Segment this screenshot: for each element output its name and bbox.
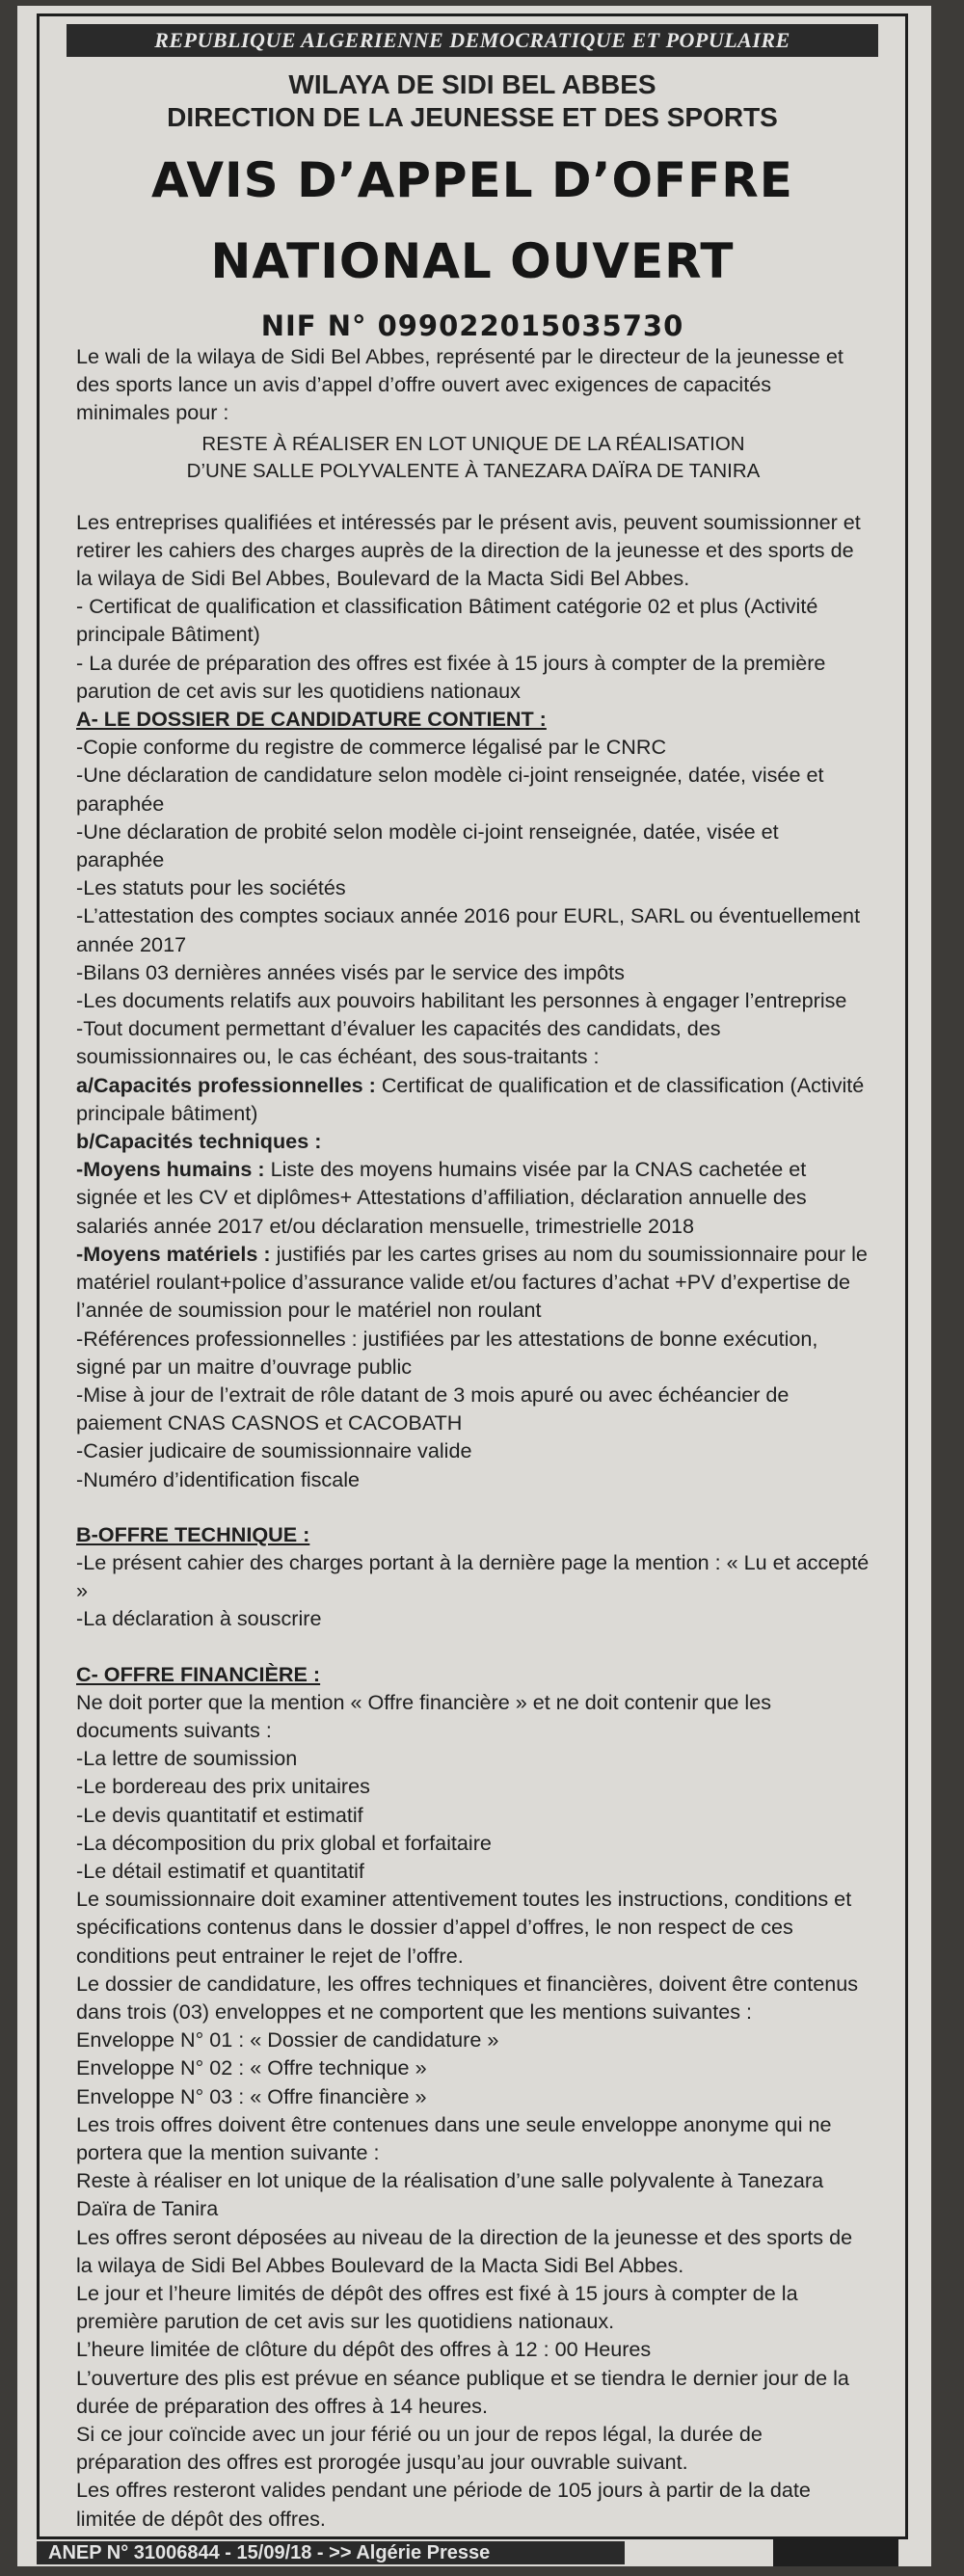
list-item: -Une déclaration de probité selon modèle ci-joint renseignée, datée, visée et paraphée <box>76 818 779 872</box>
spacer <box>76 1633 870 1660</box>
anep-footer: ANEP N° 31006844 - 15/09/18 - >> Algérie Presse <box>37 2541 625 2564</box>
intro-paragraph: Le wali de la wilaya de Sidi Bel Abbes, représenté par le directeur de la jeunesse et des sports lance un avis d’appel d’offre ouvert avec exigences de capacités minimales pour : <box>76 344 844 425</box>
footer-corner-block <box>773 2537 898 2566</box>
moyens-materiels <box>76 1240 870 1325</box>
nif-number: NIF N° 099022015035730 <box>260 309 684 342</box>
newspaper-page <box>17 6 931 2566</box>
notice-frame <box>37 13 908 2539</box>
list-item: -La décomposition du prix global et forfaitaire <box>76 1830 492 1855</box>
capacites-professionnelles <box>76 1071 870 1127</box>
list-item: -Une déclaration de candidature selon modèle ci-joint renseignée, datée, visée et paraphée <box>76 763 824 816</box>
list-item: -L’attestation des comptes sociaux année 2016 pour EURL, SARL ou éventuellement année 2017 <box>76 903 861 956</box>
section-b-title: B-OFFRE TECHNIQUE : <box>76 1521 310 1546</box>
list-item: -Les documents relatifs aux pouvoirs habilitant les personnes à engager l’entreprise <box>76 988 847 1013</box>
preparation-duration: - La durée de préparation des offres est fixée à 15 jours à compter de la première parution de cet avis sur les quotidiens nationaux <box>76 650 826 703</box>
list-item: -Le bordereau des prix unitaires <box>76 1774 370 1799</box>
list-item: -Mise à jour de l’extrait de rôle datant de 3 mois apuré ou avec échéancier de paiement CNAS CASNOS et CACOBATH <box>76 1382 790 1436</box>
notice-title-line2: NATIONAL OUVERT <box>210 233 735 289</box>
moyens-materiels-label: -Moyens matériels : <box>76 1241 271 1266</box>
list-item: -Copie conforme du registre de commerce légalisé par le CNRC <box>76 735 667 760</box>
capacites-pro-label: a/Capacités professionnelles : <box>76 1072 376 1097</box>
eligibility-paragraph: Les entreprises qualifiées et intéressés par le présent avis, peuvent soumissionner et retirer les cahiers des charges auprès de la direction de la jeunesse et des sports de la wilaya de Sidi Bel Abbes, Boulevard de la Macta Sidi Bel Abbes. <box>76 509 861 591</box>
capacites-techniques-label: b/Capacités techniques : <box>76 1129 322 1154</box>
closing-paragraph: L’ouverture des plis est prévue en séance publique et se tiendra le dernier jour de la durée de préparation des offres à 14 heures. <box>76 2365 849 2418</box>
list-item: -Le devis quantitatif et estimatif <box>76 1802 363 1827</box>
list-item: -Numéro d’identification fiscale <box>76 1466 361 1491</box>
closing-paragraph: Le dossier de candidature, les offres techniques et financières, doivent être contenus dans trois (03) enveloppes et ne comportent que les mentions suivantes : <box>76 1971 859 2024</box>
closing-paragraph: Les offres seront déposées au niveau de la direction de la jeunesse et des sports de la wilaya de Sidi Bel Abbes Boulevard de la Macta Sidi Bel Abbes. <box>76 2224 853 2277</box>
closing-paragraph: Le jour et l’heure limités de dépôt des offres est fixé à 15 jours à compter de la première parution de cet avis sur les quotidiens nationaux. <box>76 2281 798 2334</box>
closing-paragraph: Si ce jour coïncide avec un jour férié ou un jour de repos légal, la durée de préparation des offres est prorogée jusqu’au jour ouvrable suivant. <box>76 2422 763 2475</box>
closing-paragraph: L’heure limitée de clôture du dépôt des offres à 12 : 00 Heures <box>76 2337 652 2362</box>
project-object <box>76 431 870 485</box>
envelope-line: Enveloppe N° 02 : « Offre technique » <box>76 2055 427 2080</box>
certificate-requirement: - Certificat de qualification et classification Bâtiment catégorie 02 et plus (Activité principale Bâtiment) <box>76 594 818 647</box>
closing-paragraph: Le soumissionnaire doit examiner attentivement toutes les instructions, conditions et spécifications contenus dans le dossier d’appel d’offres, le non respect de ces conditions peut entrainer le rejet de l’offre. <box>76 1887 852 1968</box>
list-item: -Tout document permettant d’évaluer les capacités des candidats, des soumissionnaires ou, le cas échéant, des sous-traitants : <box>76 1016 721 1069</box>
spacer <box>76 1493 870 1520</box>
list-item: -Références professionnelles : justifiées par les attestations de bonne exécution, signé par un maitre d’ouvrage public <box>76 1326 818 1379</box>
closing-paragraph: Les trois offres doivent être contenues dans une seule enveloppe anonyme qui ne portera que la mention suivante : <box>76 2111 832 2164</box>
closing-paragraph: Les offres resteront valides pendant une période de 105 jours à partir de la date limitée de dépôt des offres. <box>76 2478 811 2531</box>
list-item: -Les statuts pour les sociétés <box>76 875 346 900</box>
moyens-materiels-text: justifiés par les cartes grises au nom du soumissionnaire pour le matériel roulant+police d’assurance valide et/ou factures d’achat +PV d’expertise de l’année de soumission pour le matériel non roulant <box>76 1241 868 1323</box>
list-item: -La déclaration à souscrire <box>76 1606 322 1631</box>
notice-title-line1: AVIS D’APPEL D’OFFRE <box>151 152 793 208</box>
moyens-humains-label: -Moyens humains : <box>76 1157 265 1182</box>
moyens-humains-text: Liste des moyens humains visée par la CNAS cachetée et signée et les CV et diplômes+ Attestations d’affiliation, déclaration annuelle des salariés année 2017 et/ou déclaration mensuelle, trimestrielle 2018 <box>76 1157 807 1238</box>
capacites-pro-text: Certificat de qualification et de classification (Activité principale bâtiment) <box>76 1072 865 1125</box>
envelope-line: Enveloppe N° 03 : « Offre financière » <box>76 2083 427 2108</box>
list-item: -Le détail estimatif et quantitatif <box>76 1858 364 1883</box>
republique-banner: REPUBLIQUE ALGERIENNE DEMOCRATIQUE ET POPULAIRE <box>67 24 878 57</box>
list-item: -Le présent cahier des charges portant à la dernière page la mention : « Lu et accepté » <box>76 1549 870 1603</box>
list-item: -Bilans 03 dernières années visés par le service des impôts <box>76 959 625 984</box>
section-c-title: C- OFFRE FINANCIÈRE : <box>76 1661 321 1686</box>
list-item: -La lettre de soumission <box>76 1746 298 1771</box>
moyens-humains <box>76 1155 870 1240</box>
notice-body <box>40 342 905 2533</box>
wilaya-heading: WILAYA DE SIDI BEL ABBES <box>288 69 656 99</box>
envelope-line: Enveloppe N° 01 : « Dossier de candidature » <box>76 2027 499 2053</box>
object-line2: D’UNE SALLE POLYVALENTE À TANEZARA DAÏRA DE TANIRA <box>186 459 761 482</box>
list-item: -Casier judicaire de soumissionnaire valide <box>76 1438 472 1463</box>
section-a-title: A- LE DOSSIER DE CANDIDATURE CONTIENT : <box>76 707 547 732</box>
direction-heading: DIRECTION DE LA JEUNESSE ET DES SPORTS <box>167 102 778 132</box>
section-c-intro: Ne doit porter que la mention « Offre financière » et ne doit contenir que les documents suivants : <box>76 1689 772 1742</box>
closing-paragraph: Reste à réaliser en lot unique de la réalisation d’une salle polyvalente à Tanezara Daïra de Tanira <box>76 2168 824 2221</box>
object-line1: RESTE À RÉALISER EN LOT UNIQUE DE LA RÉALISATION <box>201 432 745 455</box>
